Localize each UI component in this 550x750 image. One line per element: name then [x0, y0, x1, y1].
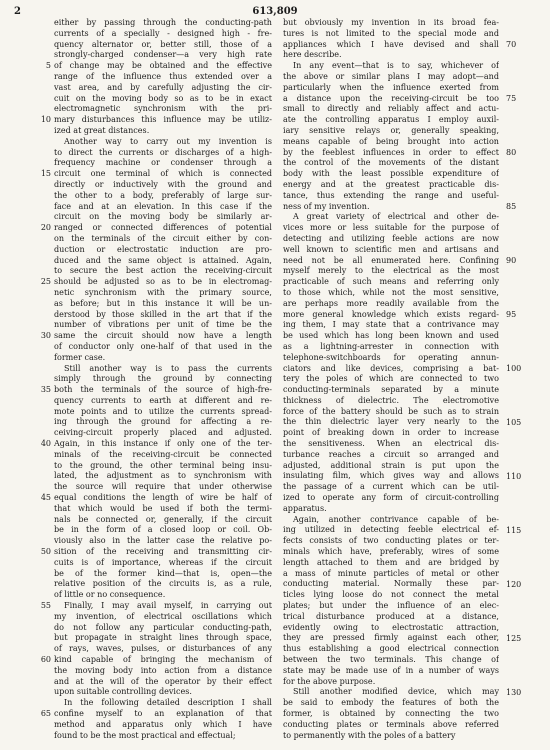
text-line: means capable of being brought into action	[283, 136, 499, 146]
text-line: equal conditions the length of wire be half of	[54, 493, 272, 503]
line-number: 120	[506, 579, 522, 589]
line-number: 115	[506, 525, 522, 535]
text-line: Finally, I may avail myself, in carrying out	[64, 601, 272, 611]
text-line: thickness of dielectric. The electromotive	[283, 395, 499, 405]
text-line: of change may be obtained and the effective	[54, 61, 272, 71]
text-line: electromagnetic synchronism with the pri-	[54, 104, 272, 114]
text-line: the moving body into action from a distance	[54, 665, 272, 675]
text-line: simply through the ground by connecting	[54, 374, 272, 384]
text-line: energy and at the greatest practicable dis-	[283, 179, 499, 189]
text-line: to those which, while not the most sensitive,	[283, 287, 499, 297]
text-line: tures is not limited to the special mode and	[283, 28, 499, 38]
text-line: minals which have, preferably, wires of some	[283, 547, 499, 557]
line-number: 65	[40, 709, 51, 719]
text-line: ticles lying loose do not connect the metal	[283, 590, 499, 600]
line-number: 125	[506, 633, 522, 643]
line-number: 25	[40, 277, 51, 287]
text-line: between the two terminals. This change of	[283, 655, 499, 665]
text-line: lated, the adjustment as to synchronism with	[54, 471, 272, 481]
text-line: detecting and utilizing feeble actions are now	[283, 233, 499, 243]
text-line: ness of my invention.	[283, 201, 370, 211]
text-line: duction or electrostatic induction are pro-	[54, 244, 272, 254]
line-number: 45	[40, 493, 51, 503]
text-line: the control of the movements of the distant	[283, 158, 499, 168]
text-line: as before; but in this instance it will be un-	[54, 298, 272, 308]
text-line: directly or inductively with the ground and	[54, 179, 272, 189]
text-line: tery the poles of which are connected to two	[283, 374, 499, 384]
text-line: ized at great distances.	[54, 125, 150, 135]
text-line: nals be connected or, generally, if the circuit	[54, 514, 272, 524]
line-number: 60	[40, 655, 51, 665]
text-line: quency alternator or, better still, those of a	[54, 39, 272, 49]
line-number: 130	[506, 687, 522, 697]
text-line: state may be made use of in a number of ways	[283, 665, 499, 675]
text-line: conducting-terminals separated by a minute	[283, 385, 499, 395]
text-line: thus establishing a good electrical connection	[283, 644, 499, 654]
text-line: do not follow any particular conducting-path,	[54, 622, 272, 632]
text-line: of conductor only one-half of that used in the	[54, 341, 272, 351]
text-line: adjusted, additional strain is put upon the	[283, 460, 499, 470]
text-line: need not be all enumerated here. Confining	[283, 255, 499, 265]
text-line: the source will require that under otherwise	[54, 482, 272, 492]
text-line: of rays, waves, pulses, or disturbances of any	[54, 644, 272, 654]
text-line: found to be the most practical and effectual;	[54, 730, 236, 740]
text-line: confine myself to an explanation of that	[54, 709, 272, 718]
text-line: kind capable of bringing the mechanism of	[54, 655, 272, 665]
text-line: Again, in this instance if only one of the ter-	[54, 439, 272, 449]
text-line: and at the will of the operator by their effect	[54, 676, 272, 686]
text-line: currents of a specially - designed high - fre-	[54, 28, 272, 38]
text-line: Still another way is to pass the currents	[64, 363, 272, 373]
text-line: number of vibrations per unit of time be the	[54, 320, 272, 330]
text-line: conducting material. Normally these par-	[283, 579, 499, 589]
text-line: viously also in the latter case the relative po-	[54, 536, 272, 546]
text-line: body with the least possible expenditure of	[283, 169, 499, 179]
text-line: for the above purpose.	[283, 676, 376, 686]
text-line: evidently owing to electrostatic attraction,	[283, 622, 499, 632]
patent-number: 613,809	[252, 6, 298, 17]
text-line: be said to embody the features of both the	[283, 698, 499, 708]
text-line: insulating film, which gives way and allows	[283, 471, 499, 481]
line-number: 50	[40, 547, 51, 557]
text-line: conducting plates or terminals above referred	[283, 719, 499, 729]
text-line: netic synchronism with the primary source,	[54, 287, 272, 297]
text-line: ciators and like devices, comprising a bat-	[283, 363, 499, 373]
text-line: former, is obtained by connecting the two	[283, 709, 499, 718]
text-line: cuit on the moving body so as to be in exact	[54, 93, 272, 103]
line-number: 20	[40, 223, 51, 233]
text-line: appliances which I have devised and shall	[283, 39, 499, 49]
text-line: particularly when the influence exerted from	[283, 82, 499, 92]
text-line: method and apparatus only which I have	[54, 719, 272, 729]
line-number: 105	[506, 417, 522, 427]
text-line: minals of the receiving-circuit be connected	[54, 449, 272, 459]
text-line: quency currents to earth at different and re-	[54, 395, 272, 405]
text-line: relative position of the circuits is, as a rule,	[54, 579, 272, 589]
line-number: 110	[506, 471, 522, 481]
text-line: Another way to carry out my invention is	[64, 136, 272, 146]
text-line: telephone-switchboards for operating annun-	[283, 352, 499, 362]
text-line: small to directly and reliably affect and actu-	[283, 104, 499, 114]
text-line: more general knowledge which exists regard-	[283, 309, 499, 319]
text-line: strongly-charged condenser—a very high rate	[54, 50, 272, 60]
line-number: 10	[40, 115, 51, 125]
text-line: In the following detailed description I shall	[64, 698, 272, 708]
text-line: cuits is of importance, whereas if the circuit	[54, 557, 272, 567]
text-line: well known to scientific men and artisans and	[283, 244, 499, 254]
text-line: upon suitable controlling devices.	[54, 687, 192, 697]
text-line: to the ground, the other terminal being insu-	[54, 460, 272, 470]
text-line: that which would be used if both the termi-	[54, 503, 272, 513]
text-line: be used which has long been known and used	[283, 331, 499, 341]
text-line: duced and the same object is attained. Again,	[54, 255, 272, 265]
text-line: derstood by those skilled in the art that if the	[54, 309, 272, 319]
page-number: 2	[14, 6, 21, 17]
text-line: trical disturbance produced at a distance,	[283, 611, 499, 621]
line-number: 100	[506, 363, 522, 373]
line-number: 15	[40, 169, 51, 179]
text-line: mary disturbances this influence may be utiliz-	[54, 115, 272, 125]
text-line: the thin dielectric layer very nearly to the	[283, 417, 499, 427]
text-line: Still another modified device, which may	[293, 687, 499, 697]
line-number: 75	[506, 93, 517, 103]
text-line: to direct the currents or discharges of a high-	[54, 147, 272, 157]
text-line: vices more or less suitable for the purpose of	[283, 223, 499, 233]
text-line: former case.	[54, 352, 106, 362]
line-number: 55	[40, 601, 51, 611]
line-number: 40	[40, 439, 51, 449]
line-number: 95	[506, 309, 517, 319]
text-line: point of breaking down in order to increase	[283, 428, 499, 438]
text-line: ceiving-circuit properly placed and adjusted.	[54, 428, 272, 438]
text-line: to secure the best action the receiving-circuit	[54, 266, 272, 276]
text-line: range of the influence thus extended over a	[54, 71, 272, 81]
line-number: 90	[506, 255, 517, 265]
line-number: 30	[40, 331, 51, 341]
text-line: by the feeblest influences in order to effect	[283, 147, 499, 157]
text-line: plates; but under the influence of an elec-	[283, 601, 499, 611]
text-line: they are pressed firmly against each other,	[283, 633, 499, 643]
text-line: ized to operate any form of circuit-controlling	[283, 493, 499, 503]
text-line: sition of the receiving and transmitting cir-	[54, 547, 272, 557]
text-line: length attached to them and are bridged by	[283, 557, 499, 567]
text-line: force of the battery should be such as to strain	[283, 406, 499, 416]
text-line: the sensitiveness. When an electrical dis-	[283, 439, 499, 449]
text-line: be in the form of a closed loop or coil. Ob-	[54, 525, 272, 535]
text-line: circuit on the moving body be similarly ar-	[54, 212, 272, 222]
text-line: practicable of such means and referring only	[283, 277, 499, 287]
right-text-column	[283, 18, 499, 741]
text-line: ing utilized in detecting feeble electrical ef-	[283, 525, 499, 535]
line-number: 85	[506, 201, 517, 211]
text-line: be of the former kind—that is, open—the	[54, 568, 272, 578]
text-line: should be adjusted so as to be in electromag-	[54, 277, 272, 287]
left-text-column	[54, 18, 272, 741]
text-line: of little or no consequence.	[54, 590, 166, 600]
text-line: ate the controlling apparatus I employ auxil-	[283, 115, 499, 125]
text-line: same the circuit should now have a length	[54, 331, 272, 341]
text-line: vast area, and by carefully adjusting the cir-	[54, 82, 272, 92]
text-line: the passage of a current which can be util-	[283, 482, 499, 492]
text-line: the above or similar plans I may adopt—and	[283, 71, 499, 81]
line-number: 5	[45, 61, 51, 71]
text-line: both the terminals of the source of high-fre-	[54, 385, 272, 395]
text-line: but propagate in straight lines through space,	[54, 633, 272, 643]
text-line: mote points and to utilize the currents spread-	[54, 406, 272, 416]
text-line: circuit one terminal of which is connected	[54, 169, 272, 179]
text-line: face and at an elevation. In this case if the	[54, 201, 272, 211]
text-line: a mass of minute particles of metal or other	[283, 568, 499, 578]
text-line: In any event—that is to say, whichever of	[293, 61, 499, 71]
line-number: 35	[40, 385, 51, 395]
text-line: ing them, I may state that a contrivance may	[283, 320, 499, 330]
text-line: the other to a body, preferably of large sur-	[54, 190, 272, 200]
text-line: on the terminals of the circuit either by con-	[54, 233, 272, 243]
text-line: ranged or connected differences of potential	[54, 223, 272, 233]
text-line: as a lightning-arrester in connection with	[283, 341, 499, 351]
text-line: A great variety of electrical and other de-	[293, 212, 499, 222]
text-line: Again, another contrivance capable of be-	[293, 514, 499, 524]
text-line: but obviously my invention in its broad fea-	[283, 18, 499, 27]
text-line: fects consists of two conducting plates or ter-	[283, 536, 499, 546]
text-line: iary sensitive relays or, generally speaking,	[283, 125, 499, 135]
text-line: to permanently with the poles of a battery	[283, 730, 456, 740]
text-line: ing through the ground for affecting a re-	[54, 417, 272, 427]
line-number: 70	[506, 39, 517, 49]
text-line: frequency machine or condenser through a	[54, 158, 272, 168]
text-line: tance, thus extending the range and useful-	[283, 190, 499, 200]
text-line: turbance reaches a circuit so arranged and	[283, 449, 499, 459]
text-line: a distance upon the receiving-circuit be too	[283, 93, 499, 103]
text-line: either by passing through the conducting-path	[54, 18, 272, 27]
text-line: here describe.	[283, 50, 342, 60]
text-line: apparatus.	[283, 503, 327, 513]
text-line: my invention, of electrical oscillations which	[54, 611, 272, 621]
line-number: 80	[506, 147, 517, 157]
text-line: are perhaps more readily available from the	[283, 298, 499, 308]
text-line: myself merely to the electrical as the most	[283, 266, 499, 276]
